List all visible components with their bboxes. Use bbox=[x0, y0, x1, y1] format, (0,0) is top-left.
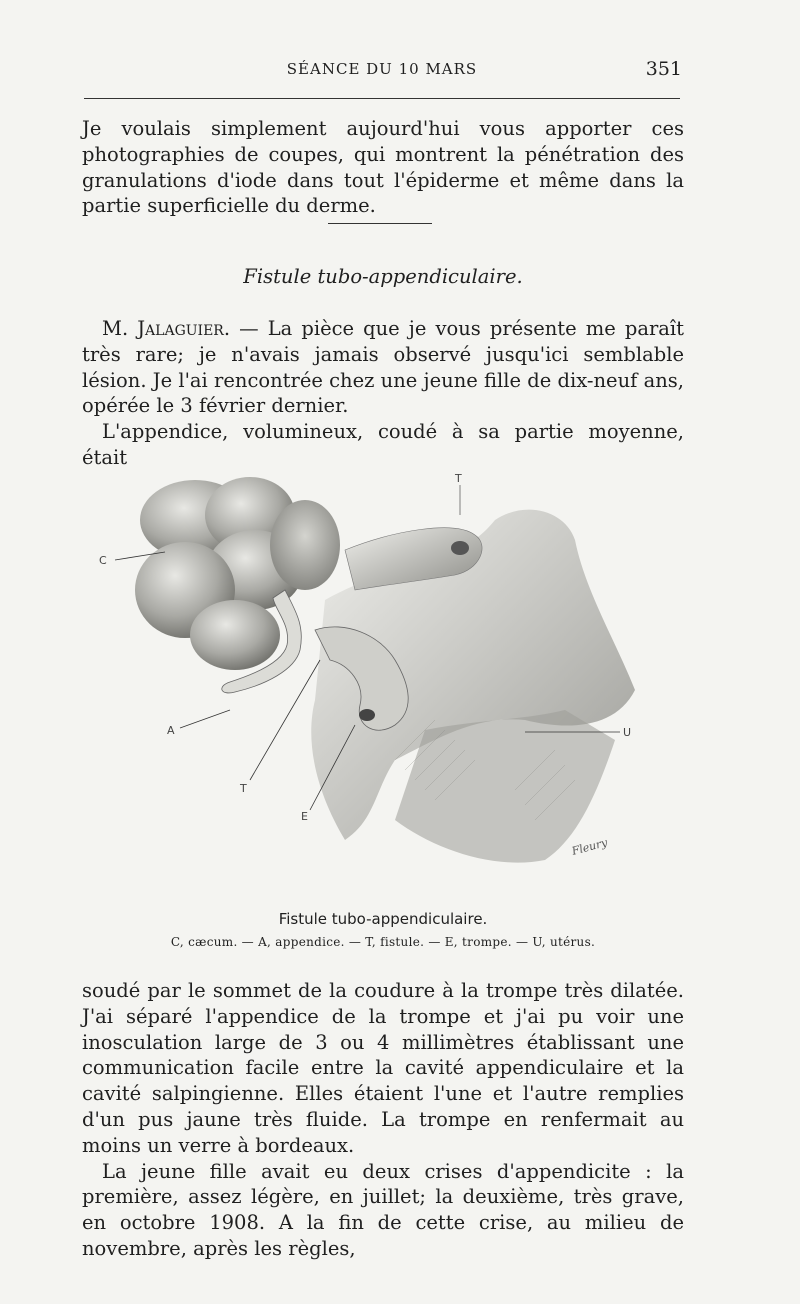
caecum-lobe-6 bbox=[270, 500, 340, 590]
section-separator bbox=[328, 223, 432, 224]
author-name: M. Jalaguier. bbox=[102, 317, 231, 340]
paragraph-1-text: — La pièce que je vous présente me paraît très rare; je n'avais jamais observé jusqu'ici semblable lésion. Je l'ai rencontrée chez une jeune fille de dix-neuf ans, opérée le 3 février dernier. bbox=[82, 317, 684, 418]
running-head: SÉANCE DU 10 MARS bbox=[286, 60, 478, 78]
body-block-bottom bbox=[82, 978, 684, 1262]
label-u: U bbox=[623, 726, 632, 739]
label-a: A bbox=[167, 724, 175, 737]
caecum-lobe-5 bbox=[190, 600, 280, 670]
section-title: Fistule tubo-appendiculaire. bbox=[243, 265, 523, 288]
paragraph-2-start: L'appendice, volumineux, coudé à sa partie moyenne, était bbox=[82, 420, 684, 469]
fistula-opening bbox=[359, 709, 375, 721]
figure-caption: Fistule tubo-appendiculaire. bbox=[278, 910, 488, 928]
label-e: E bbox=[301, 810, 308, 823]
artist-signature: Fleury bbox=[570, 835, 609, 858]
intro-paragraph: Je voulais simplement aujourd'hui vous apporter ces photographies de coupes, qui montrent la pénétration des granulations d'iode dans tout l'épiderme et même dans la partie superficielle du derme. bbox=[82, 117, 684, 218]
header-rule bbox=[84, 98, 680, 99]
figure-legend: C, cæcum. — A, appendice. — T, fistule. — E, trompe. — U, utérus. bbox=[170, 935, 596, 949]
uterus-lower bbox=[395, 710, 615, 863]
page-header bbox=[82, 58, 682, 88]
figure-drawing bbox=[95, 460, 695, 890]
paragraph-1 bbox=[82, 316, 684, 419]
paragraph-3: La jeune fille avait eu deux crises d'appendicite : la première, assez légère, en juillet; la deuxième, très grave, en octobre 1908. A la fin de cette crise, au milieu de novembre, après les règles, bbox=[82, 1159, 684, 1260]
label-t-top: T bbox=[455, 472, 462, 485]
intro-block bbox=[82, 116, 684, 219]
leader-a bbox=[180, 710, 230, 728]
anatomical-figure bbox=[95, 460, 695, 890]
label-c: C bbox=[99, 554, 107, 567]
page-number: 351 bbox=[645, 58, 682, 80]
body-block-top bbox=[82, 316, 684, 471]
paragraph-2-continuation: soudé par le sommet de la coudure à la trompe très dilatée. J'ai séparé l'appendice de la trompe et j'ai pu voir une inosculation large de 3 ou 4 millimètres établissant une communication facile entre la cavité appendiculaire et la cavité salpingienne. Elles étaient l'une et l'autre remplies d'un pus jaune très fluide. La trompe en renfermait au moins un verre à bordeaux. bbox=[82, 979, 684, 1157]
label-t: T bbox=[240, 782, 247, 795]
tube-opening bbox=[451, 541, 469, 555]
